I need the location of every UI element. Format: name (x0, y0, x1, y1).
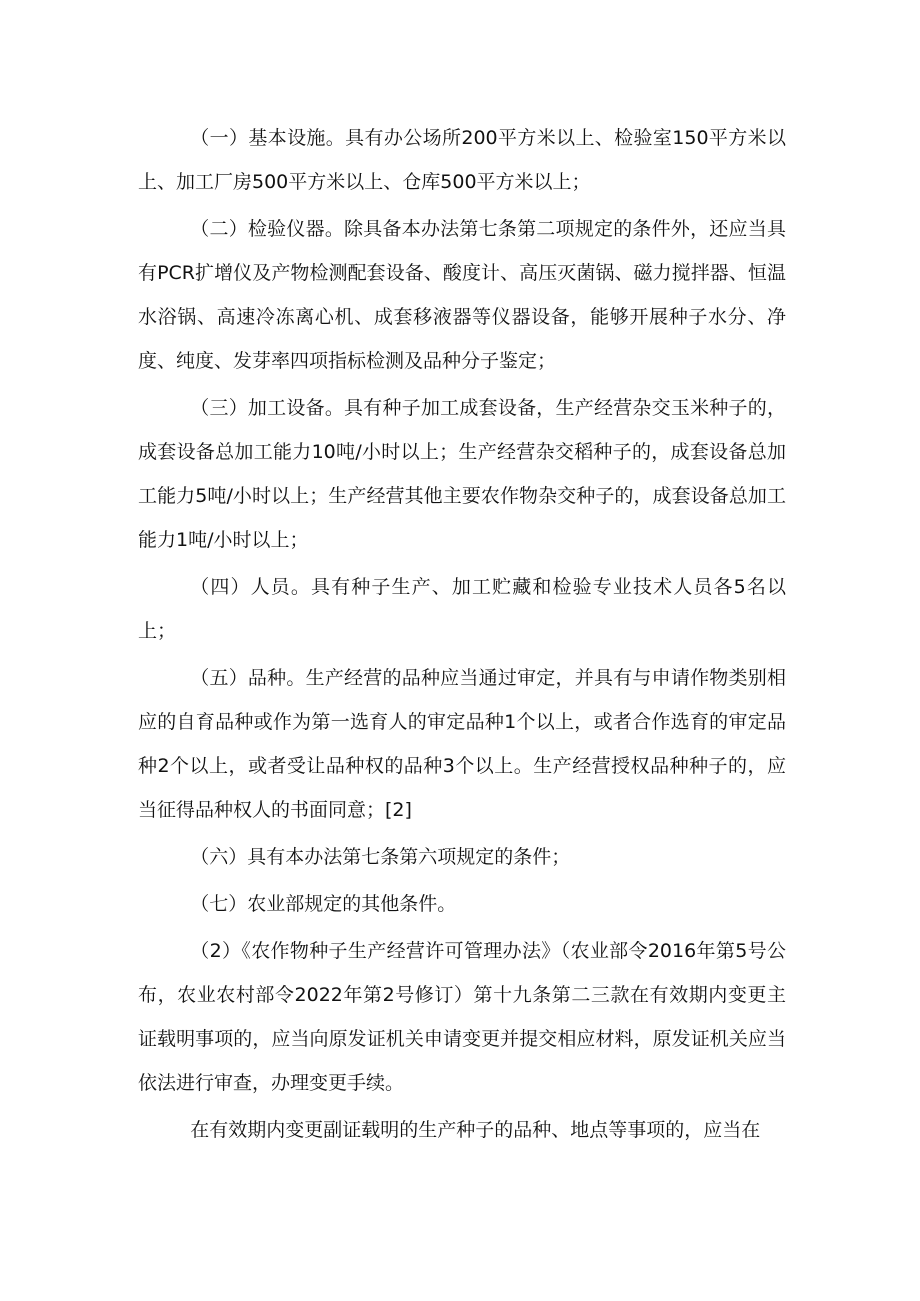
paragraph-item-six: （六）具有本办法第七条第六项规定的条件； (190, 846, 571, 868)
paragraph-processing-equipment: （三）加工设备。具有种子加工成套设备，生产经营杂交玉米种子的，成套设备总加工能力10吨/小时以上；生产经营杂交稻种子的，成套设备总加工能力5吨/小时以上；生产经营其他主要农作物杂交种子的，成套设备总加工能力1吨/小时以上； (138, 397, 786, 551)
document-body (138, 116, 786, 1155)
paragraph-secondary-certificate: 在有效期内变更副证载明的生产种子的品种、地点等事项的，应当在 (190, 1119, 761, 1141)
paragraph-varieties: （五）品种。生产经营的品种应当通过审定，并具有与申请作物类别相应的自育品种或作为第一选育人的审定品种1个以上，或者合作选育的审定品种2个以上，或者受让品种权的品种3个以上。生产经营授权品种种子的，应当征得品种权人的书面同意；[2] (138, 667, 786, 821)
paragraph-item-seven: （七）农业部规定的其他条件。 (190, 893, 457, 915)
paragraph-personnel: （四）人员。具有种子生产、加工贮藏和检验专业技术人员各5名以上； (138, 576, 786, 642)
paragraph-basic-facilities: （一）基本设施。具有办公场所200平方米以上、检验室150平方米以上、加工厂房500平方米以上、仓库500平方米以上； (138, 127, 786, 193)
paragraph-regulation-citation: （2）《农作物种子生产经营许可管理办法》（农业部令2016年第5号公布，农业农村部令2022年第2号修订）第十九条第二三款在有效期内变更主证载明事项的，应当向原发证机关申请变更并提交相应材料，原发证机关应当依法进行审查，办理变更手续。 (138, 940, 786, 1094)
paragraph-inspection-instruments: （二）检验仪器。除具备本办法第七条第二项规定的条件外，还应当具有PCR扩增仪及产物检测配套设备、酸度计、高压灭菌锅、磁力搅拌器、恒温水浴锅、高速冷冻离心机、成套移液器等仪器设备，能够开展种子水分、净度、纯度、发芽率四项指标检测及品种分子鉴定； (138, 218, 786, 372)
